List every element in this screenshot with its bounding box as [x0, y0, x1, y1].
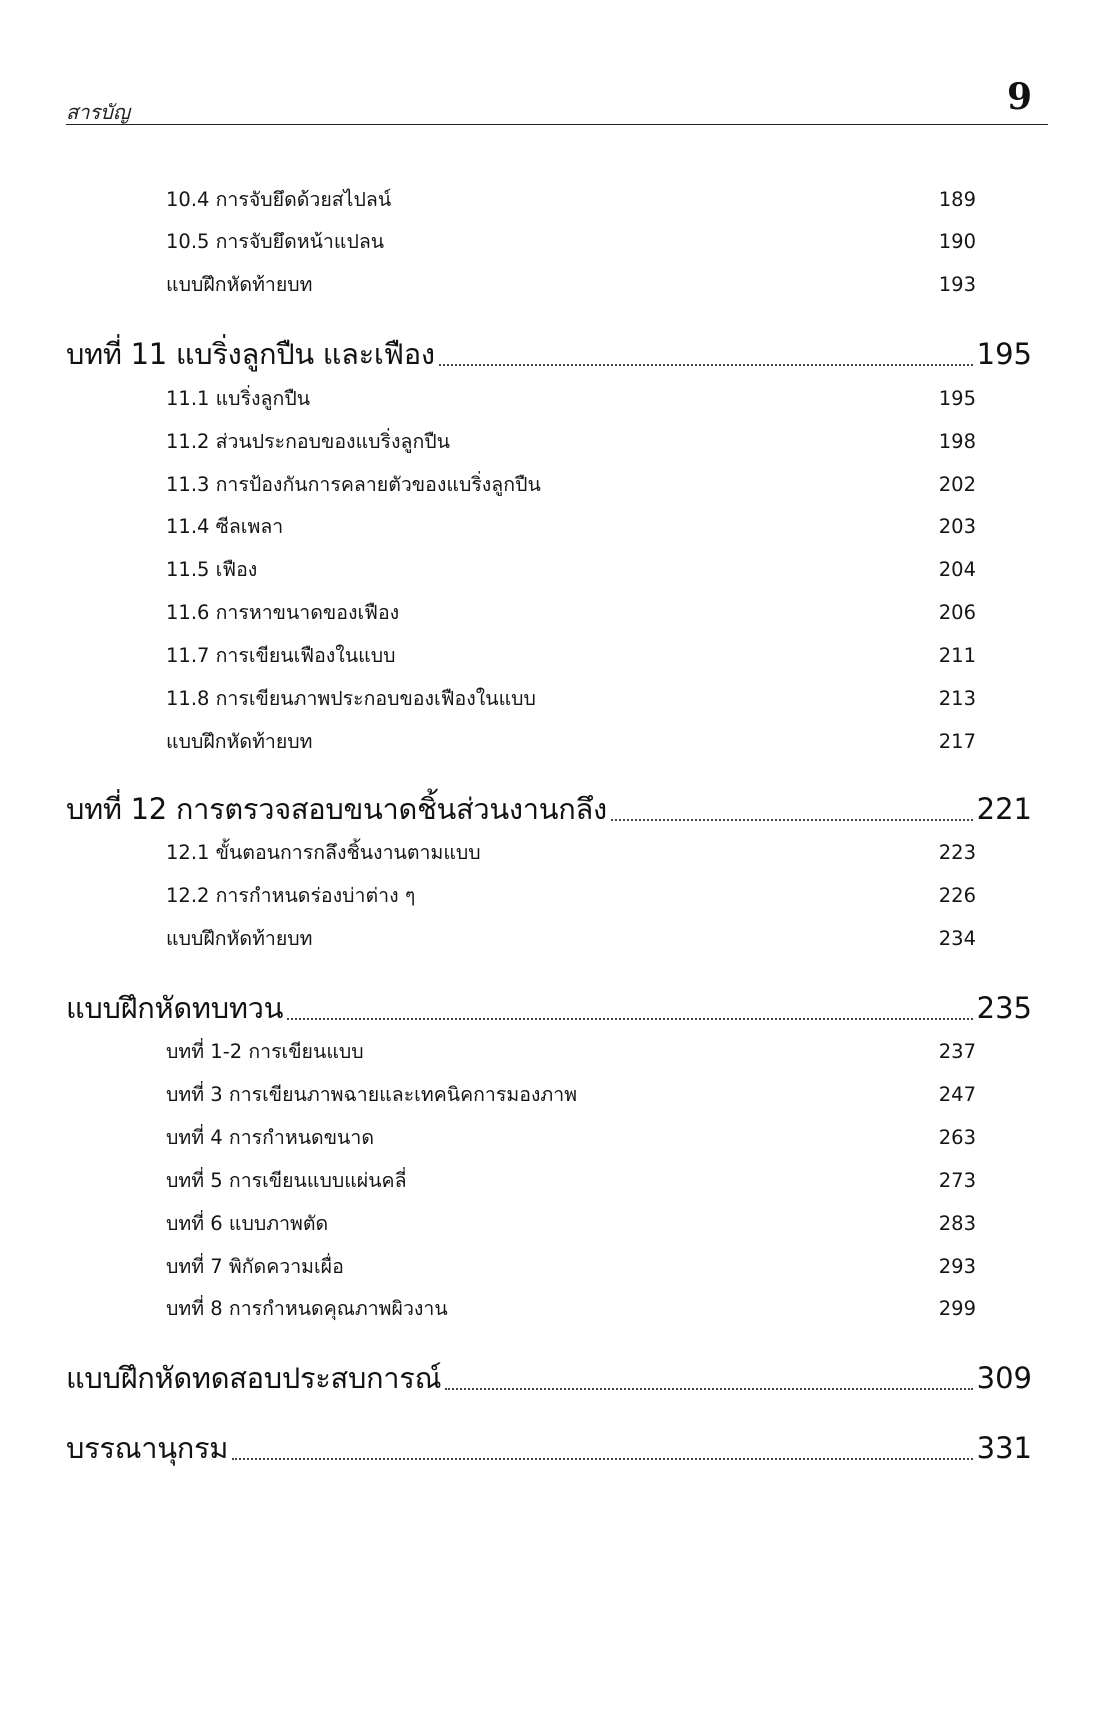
chapter-page: 235 — [976, 991, 1032, 1025]
toc-entry — [166, 639, 976, 673]
toc-entry-title: แบบฝึกหัดท้ายบท — [166, 730, 313, 753]
toc-entry-title: แบบฝึกหัดท้ายบท — [166, 273, 313, 296]
toc-entry-page: 211 — [938, 644, 976, 667]
toc-entry-title: 11.1 แบริ่งลูกปืน — [166, 387, 311, 410]
toc-entry-title: บทที่ 6 แบบภาพตัด — [166, 1212, 329, 1235]
toc-entry — [166, 596, 976, 630]
chapter-page: 195 — [976, 337, 1032, 371]
experience-exercises-heading — [66, 1356, 1032, 1400]
toc-entry — [166, 268, 976, 302]
toc-entry — [166, 1207, 976, 1241]
toc-entry-title: 10.4 การจับยึดด้วยสไปลน์ — [166, 188, 392, 211]
toc-entry-title: บทที่ 7 พิกัดความเผื่อ — [166, 1255, 344, 1278]
dot-leader — [611, 809, 973, 821]
chapter-page: 309 — [976, 1361, 1032, 1395]
bibliography-heading — [66, 1426, 1032, 1470]
toc-entry-page: 223 — [938, 841, 976, 864]
toc-entry — [166, 553, 976, 587]
toc-entry-title: บทที่ 1-2 การเขียนแบบ — [166, 1040, 364, 1063]
toc-entry — [166, 225, 976, 259]
toc-entry-title: 11.5 เฟือง — [166, 558, 258, 581]
toc-entry — [166, 510, 976, 544]
toc-entry-title: บทที่ 5 การเขียนแบบแผ่นคลี่ — [166, 1169, 407, 1192]
toc-entry — [166, 1292, 976, 1326]
toc-entry — [166, 922, 976, 956]
toc-entry-title: 11.8 การเขียนภาพประกอบของเฟืองในแบบ — [166, 687, 536, 710]
toc-entry-page: 189 — [938, 188, 976, 211]
toc-entry-page: 198 — [938, 430, 976, 453]
toc-entry — [166, 879, 976, 913]
toc-entry-title: 10.5 การจับยึดหน้าแปลน — [166, 230, 385, 253]
toc-entry-title: 11.2 ส่วนประกอบของแบริ่งลูกปืน — [166, 430, 450, 453]
toc-entry-page: 237 — [938, 1040, 976, 1063]
chapter-page: 331 — [976, 1431, 1032, 1465]
review-exercises-heading — [66, 986, 1032, 1030]
toc-entry — [166, 1035, 976, 1069]
header-title: สารบัญ — [66, 100, 130, 124]
toc-entry-page: 273 — [938, 1169, 976, 1192]
toc-entry-page: 263 — [938, 1126, 976, 1149]
toc-entry — [166, 468, 976, 502]
toc-entry-page: 293 — [938, 1255, 976, 1278]
chapter-title: บรรณานุกรม — [66, 1431, 229, 1465]
toc-entry — [166, 1078, 976, 1112]
toc-entry-page: 226 — [938, 884, 976, 907]
toc-entry-title: 11.4 ซีลเพลา — [166, 515, 284, 538]
toc-entry-title: บทที่ 8 การกำหนดคุณภาพผิวงาน — [166, 1297, 448, 1320]
chapter-heading-11 — [66, 332, 1032, 376]
toc-entry-page: 202 — [938, 473, 976, 496]
toc-entry-title: 11.7 การเขียนเฟืองในแบบ — [166, 644, 396, 667]
toc-entry — [166, 836, 976, 870]
toc-entry-page: 206 — [938, 601, 976, 624]
toc-entry — [166, 725, 976, 759]
toc-entry-title: บทที่ 3 การเขียนภาพฉายและเทคนิคการมองภาพ — [166, 1083, 578, 1106]
toc-entry — [166, 382, 976, 416]
dot-leader — [445, 1378, 972, 1390]
toc-entry-page: 299 — [938, 1297, 976, 1320]
toc-entry-title: 12.2 การกำหนดร่องบ่าต่าง ๆ — [166, 884, 416, 907]
toc-entry-page: 195 — [938, 387, 976, 410]
toc-entry — [166, 682, 976, 716]
toc-entry-page: 247 — [938, 1083, 976, 1106]
toc-entry-page: 190 — [938, 230, 976, 253]
toc-entry — [166, 1250, 976, 1284]
chapter-title: บทที่ 11 แบริ่งลูกปืน และเฟือง — [66, 337, 435, 371]
toc-entry — [166, 183, 976, 217]
toc-entry-page: 204 — [938, 558, 976, 581]
toc-entry — [166, 425, 976, 459]
dot-leader — [287, 1008, 972, 1020]
chapter-heading-12 — [66, 787, 1032, 831]
chapter-title: แบบฝึกหัดทดสอบประสบการณ์ — [66, 1361, 442, 1395]
chapter-title: บทที่ 12 การตรวจสอบขนาดชิ้นส่วนงานกลึง — [66, 792, 607, 826]
toc-entry-page: 193 — [938, 273, 976, 296]
toc-entry-page: 203 — [938, 515, 976, 538]
toc-entry-title: 11.6 การหาขนาดของเฟือง — [166, 601, 400, 624]
toc-entry — [166, 1164, 976, 1198]
toc-entry-title: บทที่ 4 การกำหนดขนาด — [166, 1126, 374, 1149]
toc-entry-page: 213 — [938, 687, 976, 710]
dot-leader — [439, 354, 973, 366]
chapter-page: 221 — [976, 792, 1032, 826]
toc-entry-title: 12.1 ขั้นตอนการกลึงชิ้นงานตามแบบ — [166, 841, 481, 864]
toc-entry-page: 217 — [938, 730, 976, 753]
toc-entry-title: แบบฝึกหัดท้ายบท — [166, 927, 313, 950]
page-number: 9 — [1006, 76, 1032, 118]
toc-entry-page: 283 — [938, 1212, 976, 1235]
toc-entry-page: 234 — [938, 927, 976, 950]
toc-entry — [166, 1121, 976, 1155]
dot-leader — [232, 1448, 973, 1460]
toc-entry-title: 11.3 การป้องกันการคลายตัวของแบริ่งลูกปืน — [166, 473, 541, 496]
chapter-title: แบบฝึกหัดทบทวน — [66, 991, 284, 1025]
